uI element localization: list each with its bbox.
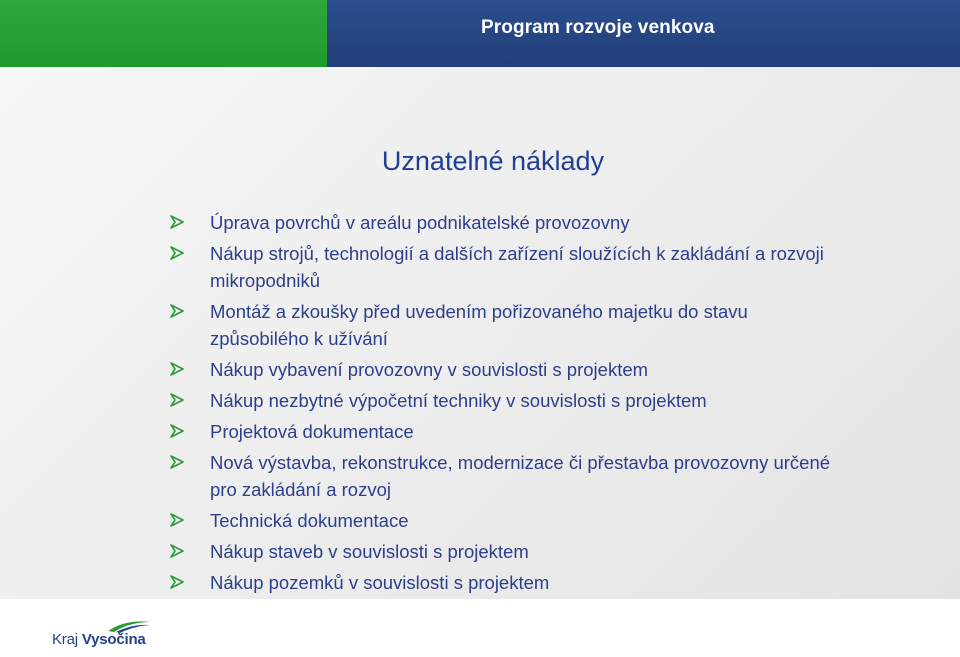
list-item [170, 298, 850, 352]
slide-content [0, 67, 960, 599]
bullet-text: Nákup vybavení provozovny v souvislosti s projektem [210, 359, 649, 380]
bullet-text: Nákup strojů, technologií a dalších zařízení sloužících k zakládání a rozvoji mikropodniků [210, 243, 824, 291]
list-item [170, 240, 850, 294]
bullet-text: Projektová dokumentace [210, 421, 414, 442]
list-item [170, 507, 850, 534]
list-item [170, 569, 850, 596]
arrow-bullet-icon [170, 575, 184, 589]
arrow-bullet-icon [170, 215, 184, 229]
header-title: Program rozvoje venkova [481, 17, 715, 38]
header-bar [0, 0, 960, 67]
bullet-text: Nákup pozemků v souvislosti s projektem [210, 572, 550, 593]
arrow-bullet-icon [170, 362, 184, 376]
header-green-block [0, 0, 327, 67]
bullet-text: Úprava povrchů v areálu podnikatelské provozovny [210, 212, 630, 233]
list-item [170, 538, 850, 565]
arrow-bullet-icon [170, 544, 184, 558]
bullet-text: Nová výstavba, rekonstrukce, modernizace či přestavba provozovny určené pro zakládání a rozvoj [210, 452, 831, 500]
logo-text [52, 631, 146, 648]
list-item [170, 418, 850, 445]
arrow-bullet-icon [170, 424, 184, 438]
bullet-text: Nákup staveb v souvislosti s projektem [210, 541, 529, 562]
arrow-bullet-icon [170, 513, 184, 527]
arrow-bullet-icon [170, 246, 184, 260]
list-item [170, 387, 850, 414]
arrow-bullet-icon [170, 304, 184, 318]
bullet-text: Nákup nezbytné výpočetní techniky v souvislosti s projektem [210, 390, 707, 411]
kraj-vysocina-logo [52, 619, 152, 653]
bullet-list [170, 209, 850, 600]
bullet-text: Technická dokumentace [210, 510, 409, 531]
arrow-bullet-icon [170, 455, 184, 469]
list-item [170, 356, 850, 383]
logo-word-vysocina: Vysočina [81, 631, 146, 648]
slide-title: Uznatelné náklady [381, 146, 605, 176]
list-item [170, 449, 850, 503]
bullet-text: Montáž a zkoušky před uvedením pořizovaného majetku do stavu způsobilého k užívání [210, 301, 748, 349]
footer [0, 599, 960, 657]
arrow-bullet-icon [170, 393, 184, 407]
logo-word-kraj: Kraj [52, 631, 78, 648]
list-item [170, 209, 850, 236]
